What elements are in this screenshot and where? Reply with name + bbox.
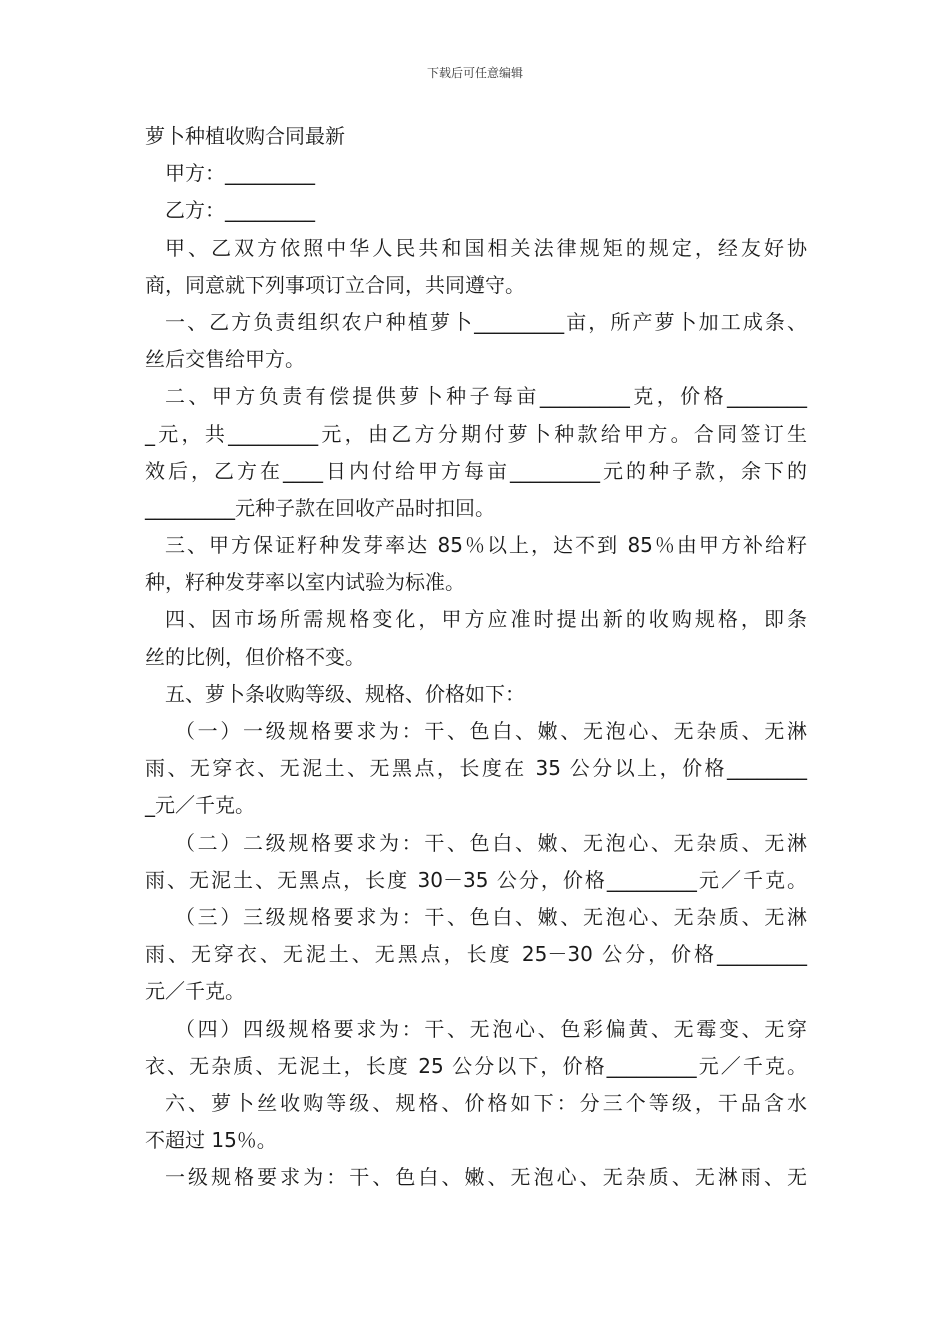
paragraph-line: 一、乙方负责组织农户种植萝卜_________亩，所产萝卜加工成条、	[165, 309, 807, 334]
party-a-line: 甲方：_________	[165, 161, 315, 186]
paragraph-line: 雨、无穿衣、无泥土、无黑点，长度 25－30 公分，价格_________	[145, 942, 807, 967]
paragraph-line: （一）一级规格要求为：干、色白、嫩、无泡心、无杂质、无淋	[175, 719, 807, 743]
paragraph-line: 不超过 15％。	[145, 1128, 277, 1153]
paragraph-line: 丝后交售给甲方。	[145, 347, 305, 372]
party-b-line: 乙方：_________	[165, 198, 315, 223]
paragraph-line: 丝的比例，但价格不变。	[145, 644, 365, 669]
paragraph-line: （四）四级规格要求为：干、无泡心、色彩偏黄、无霉变、无穿	[175, 1016, 807, 1041]
paragraph-line: 五、萝卜条收购等级、规格、价格如下：	[165, 681, 525, 706]
paragraph-line: 种，籽种发芽率以室内试验为标准。	[145, 570, 465, 595]
paragraph-line: 六、萝卜丝收购等级、规格、价格如下：分三个等级，干品含水	[165, 1090, 807, 1115]
paragraph-line: 三、甲方保证籽种发芽率达 85％以上，达不到 85％由甲方补给籽	[165, 533, 807, 558]
paragraph-line: 雨、无泥土、无黑点，长度 30－35 公分，价格_________元／千克。	[145, 867, 807, 892]
paragraph-line: （二）二级规格要求为：干、色白、嫩、无泡心、无杂质、无淋	[175, 830, 807, 855]
paragraph-line: 甲、乙双方依照中华人民共和国相关法律规矩的规定，经友好协	[165, 235, 807, 260]
paragraph-line: _元，共_________元，由乙方分期付萝卜种款给甲方。合同签订生	[145, 421, 807, 446]
paragraph-line: 二、甲方负责有偿提供萝卜种子每亩_________克，价格________	[165, 384, 807, 409]
paragraph-line: 一级规格要求为：干、色白、嫩、无泡心、无杂质、无淋雨、无	[165, 1165, 807, 1190]
paragraph-line: 衣、无杂质、无泥土，长度 25 公分以下，价格_________元／千克。	[145, 1053, 807, 1078]
paragraph-line: 商，同意就下列事项订立合同，共同遵守。	[145, 272, 525, 297]
paragraph-line: 四、因市场所需规格变化，甲方应准时提出新的收购规格，即条	[165, 607, 807, 632]
paragraph-line: _________元种子款在回收产品时扣回。	[145, 495, 495, 520]
paragraph-line: 效后，乙方在____日内付给甲方每亩_________元的种子款，余下的	[145, 458, 807, 483]
document-title: 萝卜种植收购合同最新	[145, 124, 345, 148]
page-header-note: 下载后可任意编辑	[426, 66, 523, 80]
contract-body	[145, 118, 807, 1196]
paragraph-line: （三）三级规格要求为：干、色白、嫩、无泡心、无杂质、无淋	[175, 904, 807, 929]
paragraph-line: _元／千克。	[145, 793, 255, 818]
paragraph-line: 雨、无穿衣、无泥土、无黑点，长度在 35 公分以上，价格________	[145, 756, 807, 781]
paragraph-line: 元／千克。	[145, 979, 245, 1004]
